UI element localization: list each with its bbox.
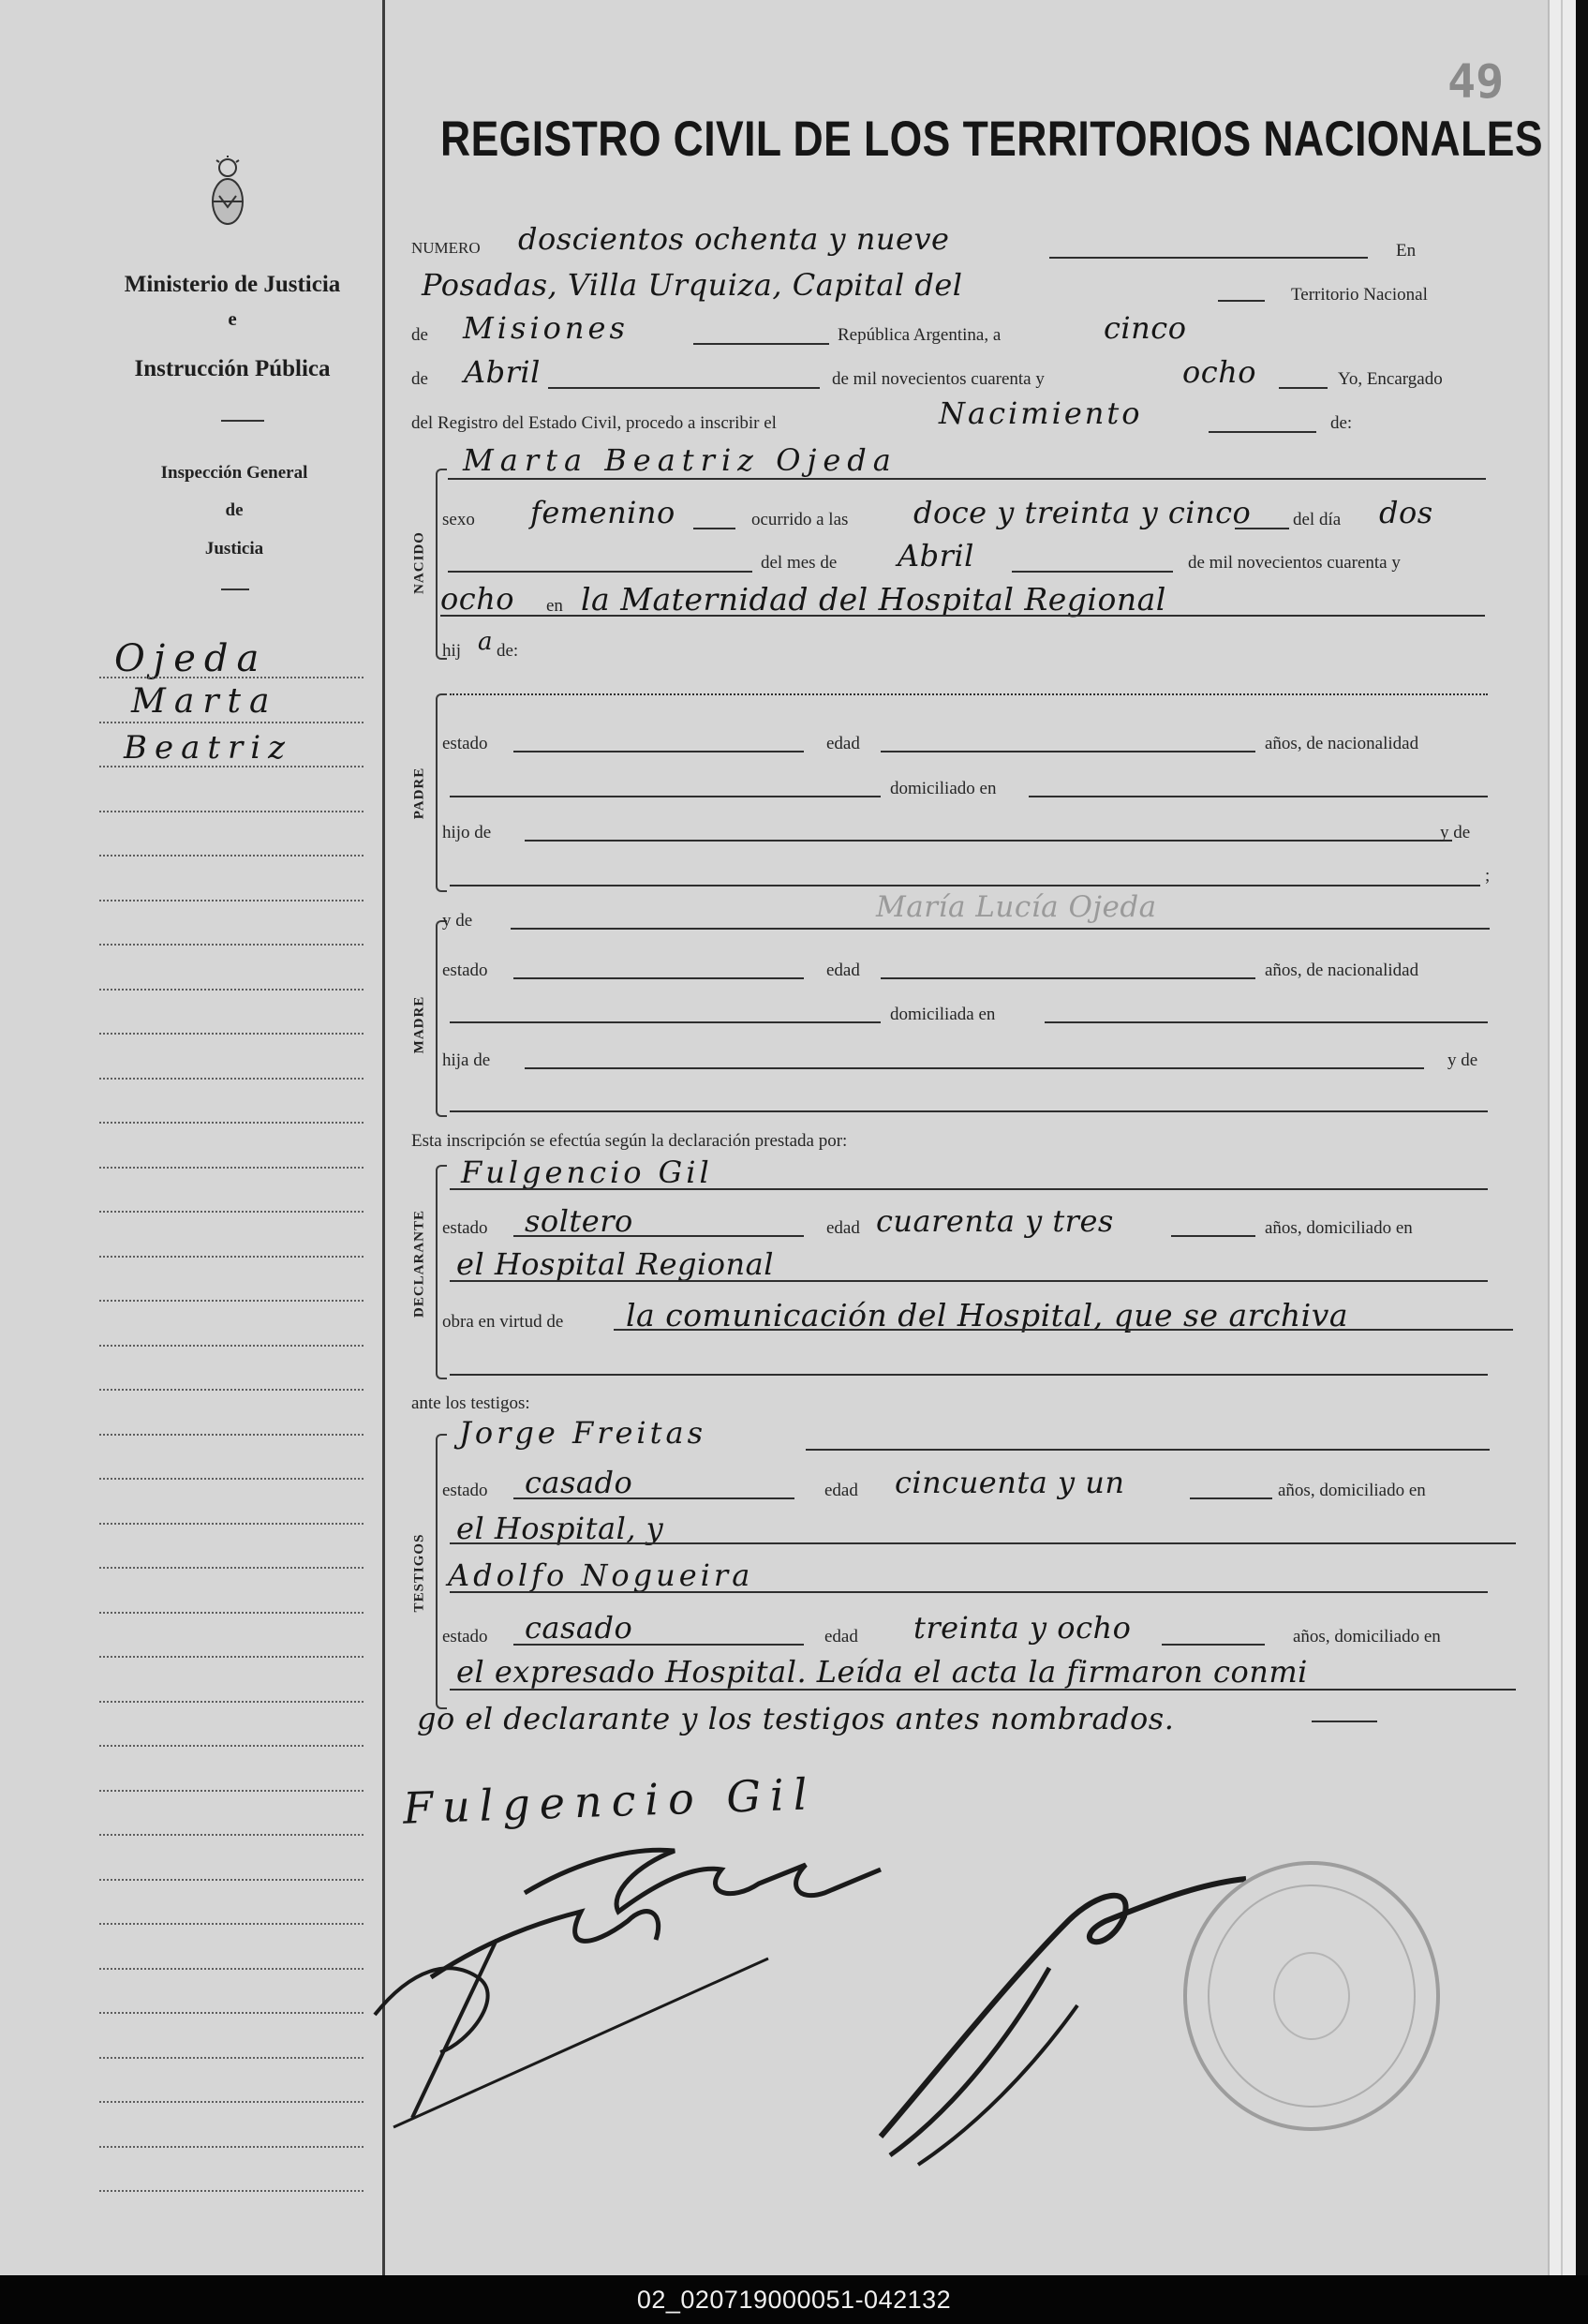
stub-surname: Ojeda: [114, 637, 268, 680]
stub-ruled-line: [99, 811, 364, 812]
blank-lugar-nacimiento: [440, 615, 1485, 617]
blank-madre-edad: [881, 977, 1255, 979]
stub-inspection-line1: Inspección General: [160, 463, 308, 483]
stub-first-name: Marta: [131, 682, 278, 721]
official-seal-icon: [1176, 1855, 1447, 2137]
blank-closing: [1312, 1721, 1377, 1722]
stub-ruled-line: [99, 1345, 364, 1347]
label-declarante-estado: estado: [442, 1218, 488, 1238]
bracket-padre: [436, 693, 447, 892]
blank-acto: [1209, 431, 1316, 433]
label-madre-hija-de: hija de: [442, 1050, 491, 1070]
value-nombre: Marta Beatriz Ojeda: [463, 442, 898, 478]
folio-number: 49: [1447, 54, 1505, 109]
stub-ruled-line: [99, 1211, 364, 1213]
stub-ruled-line: [99, 944, 364, 946]
stub-ruled-line: [99, 1656, 364, 1658]
blank-padre-estado: [513, 751, 804, 752]
label-hij-de: de:: [497, 641, 519, 661]
blank-territorio: [693, 343, 829, 345]
label-de-colon: de:: [1330, 413, 1353, 433]
stub-ministry-line2: e: [228, 307, 237, 330]
stub-ruled-line: [99, 1389, 364, 1391]
label-testigo2-estado: estado: [442, 1627, 488, 1646]
value-numero: doscientos ochenta y nueve: [518, 221, 950, 257]
blank-madre-hija-de: [525, 1067, 1424, 1069]
value-anio-nacimiento: ocho: [440, 581, 515, 617]
scan-identifier: 02_020719000051-042132: [0, 2275, 1588, 2324]
label-madre-nacionalidad: años, de nacionalidad: [1265, 961, 1419, 980]
stub-inspection-line3: Justicia: [204, 539, 264, 559]
value-testigo2-edad: treinta y ocho: [913, 1610, 1132, 1646]
label-sexo: sexo: [442, 510, 475, 529]
bracket-testigos: [436, 1434, 447, 1709]
stub-ruled-line: [99, 1122, 364, 1124]
bracket-nacido: [436, 469, 447, 660]
blank-lugar: [1218, 300, 1265, 302]
stub-ruled-line: [99, 2101, 364, 2103]
blank-padre-domicilio: [1029, 796, 1488, 797]
blank-madre-domicilio: [1045, 1021, 1488, 1023]
label-obra-en-virtud: obra en virtud de: [442, 1312, 564, 1332]
label-declaracion: Esta inscripción se efectúa según la declaración prestada por:: [411, 1131, 848, 1151]
label-ocurrido: ocurrido a las: [751, 510, 849, 529]
blank-testigo2-estado: [513, 1644, 804, 1646]
label-padre: PADRE: [411, 767, 427, 820]
blank-madre-nacionalidad: [450, 1021, 881, 1023]
stub-ruled-line: [99, 1834, 364, 1836]
stub-ruled-line: [99, 1434, 364, 1436]
label-yo-encargado: Yo, Encargado: [1338, 369, 1443, 389]
label-padre-hijo-de: hijo de: [442, 823, 492, 842]
label-madre: MADRE: [411, 995, 427, 1054]
blank-testigo1-estado: [513, 1497, 794, 1499]
stub-inspection-line2: de: [225, 500, 244, 520]
blank-declarante-domicilio: [450, 1280, 1488, 1282]
stub-ruled-line: [99, 1968, 364, 1970]
label-del-registro: del Registro del Estado Civil, procedo a inscribir el: [411, 413, 777, 433]
label-republica: República Argentina, a: [838, 325, 1002, 345]
label-padre-semicolon: ;: [1485, 866, 1491, 886]
stub-ruled-line: [99, 722, 364, 723]
blank-obra: [614, 1329, 1513, 1331]
value-obra: la comunicación del Hospital, que se archiva: [626, 1297, 1349, 1333]
stub-ruled-line: [99, 766, 364, 767]
value-testigo2-nombre: Adolfo Nogueira: [448, 1557, 754, 1593]
value-declarante-nombre: Fulgencio Gil: [461, 1155, 713, 1190]
value-anio: ocho: [1182, 354, 1257, 390]
label-del-dia: del día: [1293, 510, 1342, 529]
label-testigo1-edad: edad: [824, 1481, 858, 1500]
label-de-mes: de: [411, 369, 428, 389]
label-madre-edad: edad: [826, 961, 860, 980]
bracket-declarante: [436, 1165, 447, 1379]
stub-ruled-line: [99, 1256, 364, 1258]
label-testigo2-domicilio: años, domiciliado en: [1293, 1627, 1441, 1646]
stub-ministry-line1: Ministerio de Justicia: [124, 272, 341, 297]
stub-ruled-line: [99, 677, 364, 678]
value-testigo2-domicilio: el expresado Hospital. Leída el acta la firmaron conmi: [456, 1654, 1308, 1690]
value-declarante-edad: cuarenta y tres: [876, 1203, 1114, 1239]
blank-madre-estado: [513, 977, 804, 979]
label-en: En: [1396, 241, 1417, 261]
blank-dia-cont: [448, 571, 752, 573]
blank-declarante-edad: [1171, 1235, 1255, 1237]
stub-ruled-line: [99, 1078, 364, 1080]
stub-ruled-line: [99, 1567, 364, 1569]
value-declarante-domicilio: el Hospital Regional: [456, 1246, 774, 1282]
value-mes: Abril: [898, 538, 974, 574]
label-padre-y-de: y de: [1440, 823, 1471, 842]
stub-ruled-line: [99, 855, 364, 857]
label-territorio: Territorio Nacional: [1291, 285, 1428, 305]
blank-mes: [1012, 571, 1173, 573]
label-de-mil-nacimiento: de mil novecientos cuarenta y: [1188, 553, 1401, 573]
stub-ruled-line: [99, 1612, 364, 1614]
value-sexo: femenino: [530, 495, 675, 530]
stub-ruled-line: [99, 1478, 364, 1480]
blank-madre-y-de: [450, 1110, 1488, 1112]
label-testigo2-edad: edad: [824, 1627, 858, 1646]
value-lugar-nacimiento: la Maternidad del Hospital Regional: [581, 581, 1166, 618]
label-testigos: TESTIGOS: [411, 1533, 427, 1613]
register-title: REGISTRO CIVIL DE LOS TERRITORIOS NACIONALES: [440, 112, 1543, 167]
label-testigo1-domicilio: años, domiciliado en: [1278, 1481, 1426, 1500]
label-declarante-domicilio: años, domiciliado en: [1265, 1218, 1413, 1238]
stub-ruled-line: [99, 900, 364, 901]
value-testigo1-edad: cincuenta y un: [895, 1465, 1125, 1500]
stub-ruled-line: [99, 1790, 364, 1792]
blank-declarante-estado: [513, 1235, 804, 1237]
blank-testigo1-edad: [1190, 1497, 1272, 1499]
value-madre-nombre-tachado: María Lucía Ojeda: [876, 890, 1157, 924]
value-testigo2-estado: casado: [525, 1610, 633, 1646]
stub-ruled-line: [99, 1879, 364, 1881]
value-testigo1-nombre: Jorge Freitas: [459, 1415, 707, 1451]
label-de-mil: de mil novecientos cuarenta y: [832, 369, 1045, 389]
value-lugar: Posadas, Villa Urquiza, Capital del: [422, 267, 963, 303]
label-ante-testigos: ante los testigos:: [411, 1393, 530, 1413]
label-numero: NUMERO: [411, 239, 481, 257]
blank-testigo1-nombre: [806, 1449, 1490, 1451]
label-madre-domicilio: domiciliada en: [890, 1005, 996, 1024]
label-padre-domicilio: domiciliado en: [890, 779, 997, 798]
blank-numero: [1049, 257, 1368, 259]
stub-ruled-line: [99, 2057, 364, 2059]
blank-nombre: [448, 478, 1486, 480]
label-madre-y-de: y de: [442, 911, 473, 931]
blank-declarante-nombre: [450, 1188, 1488, 1190]
label-declarante: DECLARANTE: [411, 1210, 427, 1318]
blank-padre-hijo-de: [525, 840, 1452, 842]
value-dia: dos: [1379, 495, 1433, 530]
stub-ruled-line: [99, 1300, 364, 1302]
blank-testigo2-nombre: [450, 1591, 1488, 1593]
blank-anio: [1279, 387, 1328, 389]
blank-testigo1-domicilio: [450, 1542, 1516, 1544]
bracket-madre: [436, 920, 447, 1117]
stub-ruled-line: [99, 2190, 364, 2192]
label-del-mes: del mes de: [761, 553, 838, 573]
stub-ruled-line: [99, 1745, 364, 1747]
blank-testigo2-domicilio: [450, 1689, 1516, 1691]
stub-rule-1: [221, 420, 264, 422]
stub-ruled-line: [99, 2012, 364, 2014]
value-dia-inscripcion: cinco: [1104, 310, 1187, 346]
label-padre-estado: estado: [442, 734, 488, 753]
stub-ruled-line: [99, 989, 364, 991]
label-padre-edad: edad: [826, 734, 860, 753]
coat-of-arms-icon: [208, 155, 247, 230]
stub-ruled-line: [99, 1033, 364, 1035]
blank-padre-nombre: [450, 693, 1488, 695]
stub-ministry-line3: Instrucción Pública: [134, 356, 331, 381]
label-testigo1-estado: estado: [442, 1481, 488, 1500]
blank-mes-inscripcion-2: [548, 387, 820, 389]
label-declarante-edad: edad: [826, 1218, 860, 1238]
blank-hora: [1235, 528, 1289, 529]
value-declarante-estado: soltero: [525, 1203, 633, 1239]
blank-padre-edad: [881, 751, 1255, 752]
stub-ruled-line: [99, 1167, 364, 1169]
blank-padre-nacionalidad: [450, 796, 881, 797]
value-mes-inscripcion: Abril: [464, 354, 541, 390]
stub-ruled-line: [99, 1523, 364, 1525]
page-edge: [1548, 0, 1576, 2275]
label-padre-nacionalidad: años, de nacionalidad: [1265, 734, 1419, 753]
label-de-territorio: de: [411, 325, 428, 345]
label-nacido: NACIDO: [411, 531, 427, 594]
blank-testigo2-edad: [1162, 1644, 1265, 1646]
value-testigo1-domicilio: el Hospital, y: [456, 1511, 664, 1546]
blank-obra-2: [450, 1374, 1488, 1376]
stub-middle-name: Beatriz: [124, 729, 293, 767]
value-hij-suffix: a: [478, 628, 494, 656]
signature-declarante: Fulgencio Gil: [402, 1768, 818, 1834]
stub-ruled-line: [99, 1701, 364, 1703]
stub-rule-2: [221, 588, 249, 590]
label-en-lugar: en: [546, 596, 563, 616]
blank-madre-nombre: [511, 928, 1490, 930]
value-testigo1-estado: casado: [525, 1465, 633, 1500]
blank-padre-y-de: [450, 885, 1480, 886]
label-madre-estado: estado: [442, 961, 488, 980]
label-madre-y-de-inline: y de: [1447, 1050, 1478, 1070]
value-hora: doce y treinta y cinco: [913, 495, 1252, 530]
stub-ruled-line: [99, 1923, 364, 1925]
closing-text: go el declarante y los testigos antes nombrados.: [417, 1701, 1175, 1736]
stub-ruled-line: [99, 2146, 364, 2148]
value-territorio: Misiones: [463, 310, 629, 346]
value-acto: Nacimiento: [939, 395, 1143, 431]
label-hij: hij: [442, 641, 462, 661]
blank-sexo: [693, 528, 735, 529]
